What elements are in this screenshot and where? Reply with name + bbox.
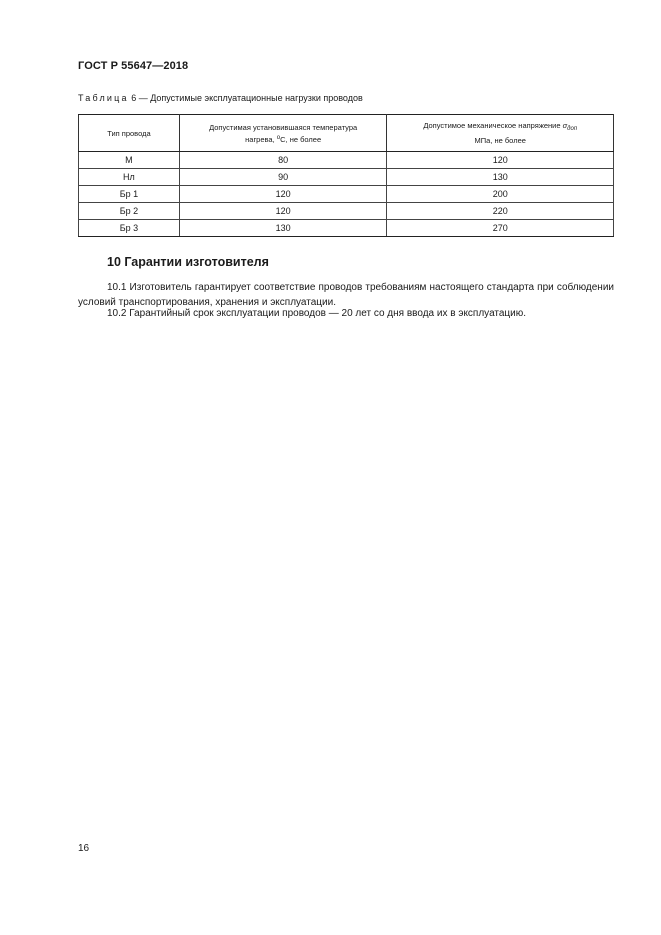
cell-stress: 120 <box>387 152 614 169</box>
header-temperature-line2b: С, не более <box>280 134 322 144</box>
header-wire-type: Тип провода <box>79 115 180 152</box>
cell-type: Бр 1 <box>79 186 180 203</box>
table-row <box>79 152 614 169</box>
table-row <box>79 186 614 203</box>
degree-mark: о <box>276 134 281 141</box>
cell-stress: 220 <box>387 203 614 220</box>
table-caption <box>78 93 363 103</box>
sigma-subscript: доп <box>567 126 578 132</box>
cell-temp: 120 <box>179 186 387 203</box>
table-caption-word: Таблица <box>78 93 129 103</box>
cell-temp: 80 <box>179 152 387 169</box>
cell-type: Нл <box>79 169 180 186</box>
sigma-symbol: σ <box>562 121 568 130</box>
loads-table <box>78 114 614 237</box>
table-header-row <box>79 115 614 152</box>
cell-temp: 90 <box>179 169 387 186</box>
document-header: ГОСТ Р 55647—2018 <box>78 60 189 72</box>
table-row <box>79 220 614 237</box>
cell-type: Бр 3 <box>79 220 180 237</box>
cell-temp: 130 <box>179 220 387 237</box>
header-stress-line1: Допустимое механическое напряжение <box>423 121 563 130</box>
paragraph-10-2: 10.2 Гарантийный срок эксплуатации проводов — 20 лет со дня ввода их в эксплуатацию. <box>107 308 527 319</box>
cell-type: Бр 2 <box>79 203 180 220</box>
cell-stress: 200 <box>387 186 614 203</box>
header-stress-line2: МПа, не более <box>474 136 526 145</box>
cell-type: М <box>79 152 180 169</box>
table-caption-text: 6 — Допустимые эксплуатационные нагрузки проводов <box>128 93 363 103</box>
cell-stress: 270 <box>387 220 614 237</box>
section-title: 10 Гарантии изготовителя <box>107 255 269 269</box>
header-temperature <box>179 115 387 152</box>
header-stress <box>387 115 614 152</box>
table-row <box>79 203 614 220</box>
table-row <box>79 169 614 186</box>
header-temperature-line2a: нагрева, <box>245 134 277 144</box>
paragraph-10-1: 10.1 Изготовитель гарантирует соответствие проводов требованиям настоящего стандарта при соблюдении условий транспортирования, хранения и эксплуатации. <box>78 282 614 308</box>
header-temperature-line1: Допустимая установившаяся температура <box>209 122 358 132</box>
cell-temp: 120 <box>179 203 387 220</box>
page-number: 16 <box>78 843 90 854</box>
cell-stress: 130 <box>387 169 614 186</box>
